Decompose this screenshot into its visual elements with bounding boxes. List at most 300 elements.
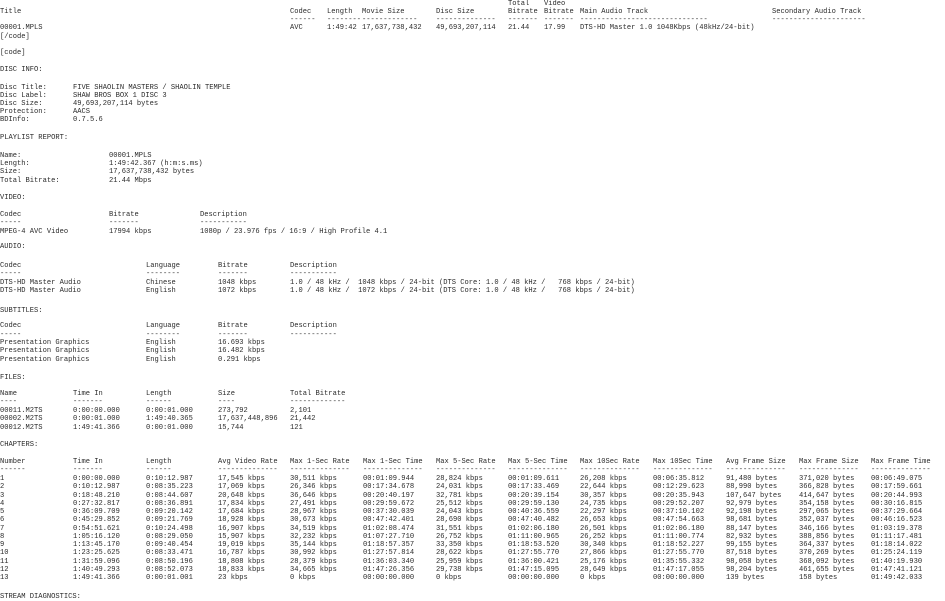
chapters-dash-row-col-9: -------------- <box>653 466 713 474</box>
chapter-row-9-col-5: 01:18:57.357 <box>363 541 415 549</box>
playlist-row-total-bitrate-col-1: 21.44 Mbps <box>109 176 152 185</box>
file-row-00002-m2ts-col-0: 00002.M2TS <box>0 415 43 424</box>
video-dash-row-col-1: ------- <box>109 219 139 227</box>
chapter-row-6-col-9: 00:47:54.663 <box>653 516 705 525</box>
file-row-00011-m2ts-col-0: 00011.M2TS <box>0 407 43 415</box>
chapter-row-10-col-10: 87,518 bytes <box>726 549 778 558</box>
audio-header-row-col-3: Description <box>290 262 337 270</box>
chapter-row-7-col-12: 01:03:19.378 <box>871 524 923 533</box>
chapter-row-9-col-12: 01:18:14.022 <box>871 541 923 549</box>
chapter-row-6-col-7: 00:47:40.482 <box>508 516 560 525</box>
chapter-row-8-col-7: 01:11:00.965 <box>508 532 560 541</box>
chapters-dash-row-col-1: ------- <box>73 466 103 474</box>
chapter-row-6-col-4: 30,673 kbps <box>290 516 337 525</box>
audio-row-english-col-3: 1.0 / 48 kHz / 1072 kbps / 24-bit (DTS Core: 1.0 / 48 kHz / 768 kbps / 24-bit) <box>290 287 635 296</box>
playlist-row-length-col-1: 1:49:42.367 (h:m:s.ms) <box>109 160 203 169</box>
chapter-row-4-col-0: 4 <box>0 499 5 508</box>
chapters-dash-row-col-0: ------ <box>0 466 26 474</box>
chapter-row-2-col-8: 22,644 kbps <box>580 483 627 492</box>
chapter-row-2-col-7: 00:17:33.469 <box>508 483 560 492</box>
chapter-row-9-col-0: 9 <box>0 541 5 549</box>
files-dash-row-col-3: ---- <box>218 398 236 406</box>
chapter-row-10-col-6: 28,622 kbps <box>436 549 483 558</box>
chapter-row-2-col-6: 24,031 kbps <box>436 483 483 492</box>
subtitles-header-row-col-2: Bitrate <box>218 322 248 330</box>
chapter-row-6-col-6: 28,690 kbps <box>436 516 483 525</box>
chapter-row-4-col-6: 25,512 kbps <box>436 499 483 508</box>
disc-info-row-bdinfo-col-1: 0.7.5.6 <box>73 116 103 125</box>
audio-header-row-col-1: Language <box>146 262 181 270</box>
subtitles-dash-row-col-3: ----------- <box>290 331 337 339</box>
chapter-row-3-col-0: 3 <box>0 491 5 500</box>
subtitle-row-2-col-2: 16.482 kbps <box>218 347 265 356</box>
chapter-row-4-col-7: 00:29:59.130 <box>508 499 560 508</box>
chapter-row-1-col-10: 91,480 bytes <box>726 475 778 483</box>
chapter-row-6-col-2: 0:09:21.769 <box>146 516 193 525</box>
summary-header-row-col-6: Bitrate <box>544 8 574 16</box>
summary-header-row-col-7: Main Audio Track <box>580 8 649 16</box>
chapter-row-12-col-2: 0:08:52.073 <box>146 565 193 574</box>
subtitle-row-1-col-1: English <box>146 339 176 347</box>
summary-dash-row-col-7: ------------------------------ <box>580 16 708 24</box>
chapter-row-8-col-6: 26,752 kbps <box>436 532 483 541</box>
audio-header-row-col-0: Codec <box>0 262 22 270</box>
chapters-header-row-col-1: Time In <box>73 458 103 466</box>
summary-header-row-col-1: Codec <box>290 8 312 16</box>
file-row-00012-m2ts-col-4: 121 <box>290 423 303 432</box>
playlist-report-heading-text: PLAYLIST REPORT: <box>0 134 69 142</box>
chapter-row-2-col-2: 0:08:35.223 <box>146 483 193 492</box>
chapter-row-12-col-0: 12 <box>0 565 9 574</box>
chapter-row-11-col-0: 11 <box>0 557 9 566</box>
chapter-row-5-col-6: 24,043 kbps <box>436 508 483 516</box>
chapter-row-9-col-4: 35,144 kbps <box>290 541 337 549</box>
chapter-row-9-col-2: 0:09:40.454 <box>146 541 193 549</box>
disc-info-row-disc-size-col-1: 49,693,207,114 bytes <box>73 100 159 109</box>
chapter-row-6-col-3: 18,928 kbps <box>218 516 265 525</box>
chapter-row-6-col-10: 98,681 bytes <box>726 516 778 525</box>
chapter-row-7-col-9: 01:02:06.180 <box>653 524 705 533</box>
chapter-row-3-col-12: 00:20:44.993 <box>871 491 923 500</box>
chapter-row-1-col-3: 17,545 kbps <box>218 475 265 483</box>
chapter-row-4-col-1: 0:27:32.817 <box>73 499 120 508</box>
chapter-row-5-col-5: 00:37:30.039 <box>363 508 415 516</box>
chapter-row-3-col-9: 00:20:35.943 <box>653 491 705 500</box>
video-dash-row-col-2: ----------- <box>200 219 247 227</box>
playlist-row-total-bitrate-col-0: Total Bitrate: <box>0 176 60 185</box>
chapter-row-12-col-12: 01:47:41.121 <box>871 565 923 574</box>
disc-info-heading-text: DISC INFO: <box>0 66 43 74</box>
summary-top-row-col-6: Total <box>508 0 530 8</box>
chapter-row-11-col-4: 28,379 kbps <box>290 557 337 566</box>
chapter-row-3-col-11: 414,647 bytes <box>799 491 855 500</box>
file-row-00011-m2ts-col-1: 0:00:00.000 <box>73 407 120 415</box>
subtitles-header-row-col-1: Language <box>146 322 181 330</box>
chapter-row-11-col-2: 0:08:50.196 <box>146 557 193 566</box>
chapter-row-10-col-5: 01:27:57.814 <box>363 549 415 558</box>
audio-heading-text: AUDIO: <box>0 243 26 251</box>
chapter-row-13-col-1: 1:49:41.366 <box>73 574 120 582</box>
summary-header-row-col-5: Bitrate <box>508 8 538 16</box>
chapters-dash-row-col-2: ------ <box>146 466 172 474</box>
chapter-row-1-col-8: 26,208 kbps <box>580 475 627 483</box>
summary-values-row-col-7: DTS-HD Master 1.0 1048Kbps (48kHz/24-bit) <box>580 24 755 32</box>
chapter-row-2-col-12: 00:17:59.661 <box>871 483 923 492</box>
chapter-row-13-col-5: 00:00:00.000 <box>363 574 415 582</box>
file-row-00002-m2ts-col-4: 21,442 <box>290 415 316 424</box>
summary-dash-row-col-3: ------------- <box>362 16 418 24</box>
video-row-col-2: 1080p / 23.976 fps / 16:9 / High Profile 4.1 <box>200 228 388 236</box>
file-row-00011-m2ts-col-2: 0:00:01.000 <box>146 407 193 415</box>
chapter-row-13-col-9: 00:00:00.000 <box>653 574 705 582</box>
disc-info-row-disc-label-col-1: SHAW BROS BOX 1 DISC 3 <box>73 92 167 101</box>
file-row-00012-m2ts-col-2: 0:00:01.000 <box>146 423 193 432</box>
subtitles-dash-row-col-2: ------- <box>218 331 248 339</box>
playlist-row-length-col-0: Length: <box>0 160 30 169</box>
chapter-row-11-col-11: 368,092 bytes <box>799 557 855 566</box>
chapters-header-row-col-12: Max Frame Time <box>871 458 931 466</box>
chapter-row-11-col-8: 25,176 kbps <box>580 557 627 566</box>
chapter-row-1-col-7: 00:01:09.611 <box>508 475 560 483</box>
chapters-header-row-col-5: Max 1-Sec Time <box>363 458 423 466</box>
summary-values-row-col-5: 21.44 <box>508 24 530 32</box>
chapters-dash-row-col-10: -------------- <box>726 466 786 474</box>
chapter-row-4-col-11: 354,158 bytes <box>799 499 855 508</box>
chapter-row-7-col-2: 0:10:24.498 <box>146 524 193 533</box>
chapters-header-row-col-2: Length <box>146 458 172 466</box>
chapter-row-9-col-8: 30,340 kbps <box>580 541 627 549</box>
chapter-row-8-col-3: 15,907 kbps <box>218 532 265 541</box>
chapter-row-9-col-10: 99,155 bytes <box>726 541 778 549</box>
chapter-row-6-col-1: 0:45:29.852 <box>73 516 120 525</box>
chapter-row-3-col-2: 0:08:44.607 <box>146 491 193 500</box>
chapter-row-12-col-4: 34,665 kbps <box>290 565 337 574</box>
audio-row-english-col-0: DTS-HD Master Audio <box>0 287 81 296</box>
chapter-row-8-col-9: 01:11:00.774 <box>653 532 705 541</box>
video-header-row-col-2: Description <box>200 211 247 219</box>
disc-info-row-protection-col-1: AACS <box>73 108 91 117</box>
video-row-col-0: MPEG-4 AVC Video <box>0 228 69 236</box>
summary-dash-row-col-1: ------ <box>290 16 316 24</box>
audio-dash-row-col-2: ------- <box>218 270 248 278</box>
chapter-row-10-col-3: 16,787 kbps <box>218 549 265 558</box>
chapter-row-8-col-4: 32,232 kbps <box>290 532 337 541</box>
audio-dash-row-col-3: ----------- <box>290 270 337 278</box>
video-header-row-col-0: Codec <box>0 211 22 219</box>
chapter-row-4-col-4: 27,491 kbps <box>290 499 337 508</box>
chapter-row-7-col-10: 88,147 bytes <box>726 524 778 533</box>
chapter-row-8-col-1: 1:05:16.120 <box>73 532 120 541</box>
summary-top-row-col-7: Video <box>544 0 566 8</box>
chapter-row-5-col-3: 17,684 kbps <box>218 508 265 516</box>
summary-dash-row-col-8: ---------------------- <box>772 16 866 24</box>
chapter-row-2-col-10: 88,990 bytes <box>726 483 778 492</box>
chapter-row-5-col-12: 00:37:29.664 <box>871 508 923 516</box>
code-close-tag-text: [/code] <box>0 33 30 41</box>
file-row-00002-m2ts-col-3: 17,637,448,896 <box>218 415 278 424</box>
video-row-col-1: 17994 kbps <box>109 228 152 236</box>
chapter-row-5-col-7: 00:40:36.559 <box>508 508 560 516</box>
file-row-00002-m2ts-col-2: 1:49:40.365 <box>146 415 193 424</box>
chapter-row-6-col-11: 352,037 bytes <box>799 516 855 525</box>
chapter-row-5-col-2: 0:09:20.142 <box>146 508 193 516</box>
chapter-row-10-col-12: 01:25:24.119 <box>871 549 923 558</box>
file-row-00011-m2ts-col-3: 273,792 <box>218 407 248 415</box>
chapter-row-8-col-5: 01:07:27.710 <box>363 532 415 541</box>
chapter-row-5-col-9: 00:37:10.102 <box>653 508 705 516</box>
audio-dash-row-col-1: -------- <box>146 270 181 278</box>
chapter-row-13-col-7: 00:00:00.000 <box>508 574 560 582</box>
chapter-row-12-col-1: 1:40:49.293 <box>73 565 120 574</box>
chapter-row-9-col-11: 364,337 bytes <box>799 541 855 549</box>
summary-dash-row-col-2: -------- <box>327 16 362 24</box>
chapter-row-12-col-3: 18,833 kbps <box>218 565 265 574</box>
chapter-row-10-col-0: 10 <box>0 549 9 558</box>
audio-row-chinese-col-3: 1.0 / 48 kHz / 1048 kbps / 24-bit (DTS Core: 1.0 / 48 kHz / 768 kbps / 24-bit) <box>290 279 635 287</box>
chapter-row-3-col-4: 36,646 kbps <box>290 491 337 500</box>
video-dash-row-col-0: ----- <box>0 219 22 227</box>
chapter-row-10-col-8: 27,866 kbps <box>580 549 627 558</box>
summary-values-row-col-2: 1:49:42 <box>327 24 357 32</box>
chapters-dash-row-col-7: -------------- <box>508 466 568 474</box>
chapters-dash-row-col-12: -------------- <box>871 466 931 474</box>
code-open-tag-text: [code] <box>0 49 26 57</box>
chapter-row-10-col-4: 30,992 kbps <box>290 549 337 558</box>
chapters-dash-row-col-3: -------------- <box>218 466 278 474</box>
chapter-row-2-col-4: 26,346 kbps <box>290 483 337 492</box>
chapter-row-1-col-11: 371,020 bytes <box>799 475 855 483</box>
chapter-row-10-col-1: 1:23:25.625 <box>73 549 120 558</box>
chapter-row-1-col-2: 0:10:12.987 <box>146 475 193 483</box>
chapter-row-13-col-4: 0 kbps <box>290 574 316 582</box>
chapter-row-10-col-11: 370,269 bytes <box>799 549 855 558</box>
chapter-row-7-col-8: 26,501 kbps <box>580 524 627 533</box>
chapter-row-3-col-7: 00:20:39.154 <box>508 491 560 500</box>
subtitle-row-2-col-1: English <box>146 347 176 356</box>
chapter-row-1-col-6: 28,824 kbps <box>436 475 483 483</box>
chapter-row-13-col-6: 0 kbps <box>436 574 462 582</box>
chapter-row-4-col-5: 00:29:59.672 <box>363 499 415 508</box>
chapter-row-10-col-7: 01:27:55.770 <box>508 549 560 558</box>
file-row-00002-m2ts-col-1: 0:00:01.000 <box>73 415 120 424</box>
chapter-row-12-col-5: 01:47:26.356 <box>363 565 415 574</box>
disc-info-row-disc-label-col-0: Disc Label: <box>0 92 47 101</box>
chapter-row-5-col-8: 22,297 kbps <box>580 508 627 516</box>
files-header-row-col-2: Length <box>146 390 172 398</box>
chapter-row-11-col-1: 1:31:59.096 <box>73 557 120 566</box>
chapter-row-4-col-2: 0:08:36.891 <box>146 499 193 508</box>
files-header-row-col-0: Name <box>0 390 18 398</box>
chapter-row-13-col-10: 139 bytes <box>726 574 765 582</box>
disc-info-row-disc-title-col-1: FIVE SHAOLIN MASTERS / SHAOLIN TEMPLE <box>73 84 231 92</box>
chapter-row-13-col-12: 01:49:42.033 <box>871 574 923 582</box>
chapter-row-9-col-9: 01:18:52.227 <box>653 541 705 549</box>
chapter-row-3-col-5: 00:20:40.197 <box>363 491 415 500</box>
summary-dash-row-col-5: ------- <box>508 16 538 24</box>
disc-info-row-disc-size-col-0: Disc Size: <box>0 100 43 109</box>
chapter-row-8-col-0: 8 <box>0 532 5 541</box>
subtitles-header-row-col-3: Description <box>290 322 337 330</box>
audio-row-chinese-col-2: 1048 kbps <box>218 279 257 287</box>
chapter-row-5-col-11: 297,065 bytes <box>799 508 855 516</box>
chapter-row-4-col-8: 24,735 kbps <box>580 499 627 508</box>
chapters-dash-row-col-5: -------------- <box>363 466 423 474</box>
audio-dash-row-col-0: ----- <box>0 270 22 278</box>
files-dash-row-col-0: ---- <box>0 398 18 406</box>
chapter-row-7-col-4: 34,519 kbps <box>290 524 337 533</box>
disc-info-row-bdinfo-col-0: BDInfo: <box>0 116 30 125</box>
chapter-row-8-col-10: 82,932 bytes <box>726 532 778 541</box>
chapters-dash-row-col-8: -------------- <box>580 466 640 474</box>
summary-header-row-col-0: Title <box>0 8 22 16</box>
subtitles-heading-text: SUBTITLES: <box>0 307 43 315</box>
chapter-row-12-col-11: 461,655 bytes <box>799 565 855 574</box>
chapter-row-12-col-9: 01:47:17.055 <box>653 565 705 574</box>
chapter-row-13-col-2: 0:00:01.001 <box>146 574 193 582</box>
summary-values-row-col-4: 49,693,207,114 <box>436 24 496 32</box>
chapter-row-8-col-11: 388,856 bytes <box>799 532 855 541</box>
chapter-row-7-col-6: 31,551 kbps <box>436 524 483 533</box>
chapter-row-12-col-10: 98,204 bytes <box>726 565 778 574</box>
chapter-row-10-col-2: 0:08:33.471 <box>146 549 193 558</box>
chapter-row-8-col-2: 0:08:29.050 <box>146 532 193 541</box>
playlist-row-name-col-0: Name: <box>0 152 22 160</box>
chapter-row-5-col-0: 5 <box>0 508 5 516</box>
playlist-row-name-col-1: 00001.MPLS <box>109 152 152 160</box>
chapter-row-2-col-11: 366,828 bytes <box>799 483 855 492</box>
chapter-row-1-col-5: 00:01:09.944 <box>363 475 415 483</box>
summary-header-row-col-8: Secondary Audio Track <box>772 8 862 16</box>
audio-row-english-col-2: 1072 kbps <box>218 287 257 296</box>
chapter-row-9-col-3: 19,019 kbps <box>218 541 265 549</box>
subtitle-row-3-col-2: 0.291 kbps <box>218 355 261 364</box>
chapter-row-6-col-0: 6 <box>0 516 5 525</box>
chapter-row-8-col-8: 26,252 kbps <box>580 532 627 541</box>
disc-info-row-protection-col-0: Protection: <box>0 108 47 117</box>
subtitle-row-1-col-0: Presentation Graphics <box>0 339 90 347</box>
chapter-row-13-col-0: 13 <box>0 574 9 582</box>
chapter-row-9-col-7: 01:18:53.520 <box>508 541 560 549</box>
audio-header-row-col-2: Bitrate <box>218 262 248 270</box>
subtitle-row-1-col-2: 16.693 kbps <box>218 339 265 347</box>
chapters-header-row-col-9: Max 10Sec Time <box>653 458 713 466</box>
chapter-row-8-col-12: 01:11:17.481 <box>871 532 923 541</box>
chapters-header-row-col-3: Avg Video Rate <box>218 458 278 466</box>
summary-values-row-col-3: 17,637,738,432 <box>362 24 422 32</box>
chapter-row-1-col-1: 0:00:00.000 <box>73 475 120 483</box>
chapters-dash-row-col-11: -------------- <box>799 466 859 474</box>
files-heading-text: FILES: <box>0 374 26 382</box>
chapters-heading-text: CHAPTERS: <box>0 441 39 449</box>
file-row-00012-m2ts-col-1: 1:49:41.366 <box>73 423 120 432</box>
chapter-row-13-col-3: 23 kbps <box>218 574 248 582</box>
chapters-header-row-col-0: Number <box>0 458 26 466</box>
chapter-row-7-col-11: 346,166 bytes <box>799 524 855 533</box>
file-row-00012-m2ts-col-0: 00012.M2TS <box>0 423 43 432</box>
chapters-header-row-col-4: Max 1-Sec Rate <box>290 458 350 466</box>
stream-diagnostics-heading-text: STREAM DIAGNOSTICS: <box>0 593 81 601</box>
chapter-row-2-col-9: 00:12:29.623 <box>653 483 705 492</box>
chapters-dash-row-col-4: -------------- <box>290 466 350 474</box>
chapter-row-9-col-1: 1:13:45.170 <box>73 541 120 549</box>
chapter-row-1-col-9: 00:06:35.812 <box>653 475 705 483</box>
files-header-row-col-4: Total Bitrate <box>290 390 346 398</box>
chapter-row-3-col-1: 0:18:48.210 <box>73 491 120 500</box>
file-row-00011-m2ts-col-4: 2,101 <box>290 407 312 415</box>
summary-header-row-col-3: Movie Size <box>362 8 405 16</box>
chapter-row-13-col-11: 158 bytes <box>799 574 838 582</box>
chapter-row-11-col-9: 01:35:55.332 <box>653 557 705 566</box>
chapters-header-row-col-10: Avg Frame Size <box>726 458 786 466</box>
chapter-row-5-col-1: 0:36:09.709 <box>73 508 120 516</box>
chapter-row-3-col-3: 20,648 kbps <box>218 491 265 500</box>
subtitles-dash-row-col-0: ----- <box>0 331 22 339</box>
chapter-row-12-col-7: 01:47:15.095 <box>508 565 560 574</box>
chapter-row-3-col-6: 32,781 kbps <box>436 491 483 500</box>
chapter-row-13-col-8: 0 kbps <box>580 574 606 582</box>
subtitles-header-row-col-0: Codec <box>0 322 22 330</box>
summary-dash-row-col-4: -------------- <box>436 16 496 24</box>
chapter-row-12-col-6: 29,738 kbps <box>436 565 483 574</box>
files-dash-row-col-2: ------ <box>146 398 172 406</box>
chapter-row-3-col-10: 107,647 bytes <box>726 491 782 500</box>
summary-header-row-col-4: Disc Size <box>436 8 475 16</box>
chapter-row-11-col-10: 98,058 bytes <box>726 557 778 566</box>
summary-values-row-col-6: 17.99 <box>544 24 566 32</box>
chapters-header-row-col-6: Max 5-Sec Rate <box>436 458 496 466</box>
chapter-row-1-col-12: 00:06:49.075 <box>871 475 923 483</box>
playlist-row-size-col-1: 17,637,738,432 bytes <box>109 168 195 177</box>
chapters-header-row-col-7: Max 5-Sec Time <box>508 458 568 466</box>
chapter-row-7-col-1: 0:54:51.621 <box>73 524 120 533</box>
chapter-row-6-col-5: 00:47:42.401 <box>363 516 415 525</box>
chapter-row-12-col-8: 28,649 kbps <box>580 565 627 574</box>
chapter-row-7-col-3: 16,907 kbps <box>218 524 265 533</box>
chapter-row-4-col-12: 00:30:16.815 <box>871 499 923 508</box>
subtitle-row-3-col-1: English <box>146 355 176 364</box>
disc-info-row-disc-title-col-0: Disc Title: <box>0 84 47 92</box>
chapter-row-7-col-0: 7 <box>0 524 5 533</box>
video-heading-text: VIDEO: <box>0 194 26 202</box>
files-header-row-col-1: Time In <box>73 390 103 398</box>
chapter-row-2-col-0: 2 <box>0 483 5 492</box>
subtitles-dash-row-col-1: -------- <box>146 331 181 339</box>
chapter-row-4-col-9: 00:29:52.207 <box>653 499 705 508</box>
chapter-row-7-col-7: 01:02:06.180 <box>508 524 560 533</box>
chapter-row-3-col-8: 30,357 kbps <box>580 491 627 500</box>
chapter-row-11-col-3: 18,808 kbps <box>218 557 265 566</box>
chapters-header-row-col-11: Max Frame Size <box>799 458 859 466</box>
chapter-row-4-col-10: 92,979 bytes <box>726 499 778 508</box>
audio-row-chinese-col-0: DTS-HD Master Audio <box>0 279 81 287</box>
audio-row-english-col-1: English <box>146 287 176 296</box>
files-dash-row-col-1: ------- <box>73 398 103 406</box>
files-dash-row-col-4: ------------- <box>290 398 346 406</box>
chapter-row-2-col-1: 0:10:12.987 <box>73 483 120 492</box>
chapter-row-5-col-4: 28,967 kbps <box>290 508 337 516</box>
playlist-row-size-col-0: Size: <box>0 168 22 177</box>
chapter-row-6-col-12: 00:46:16.523 <box>871 516 923 525</box>
chapter-row-11-col-12: 01:40:19.930 <box>871 557 923 566</box>
summary-values-row-col-1: AVC <box>290 24 303 32</box>
chapter-row-11-col-7: 01:36:00.421 <box>508 557 560 566</box>
video-header-row-col-1: Bitrate <box>109 211 139 219</box>
summary-dash-row-col-6: ------- <box>544 16 574 24</box>
chapter-row-6-col-8: 26,653 kbps <box>580 516 627 525</box>
files-header-row-col-3: Size <box>218 390 236 398</box>
chapter-row-11-col-6: 25,959 kbps <box>436 557 483 566</box>
chapter-row-9-col-6: 33,350 kbps <box>436 541 483 549</box>
